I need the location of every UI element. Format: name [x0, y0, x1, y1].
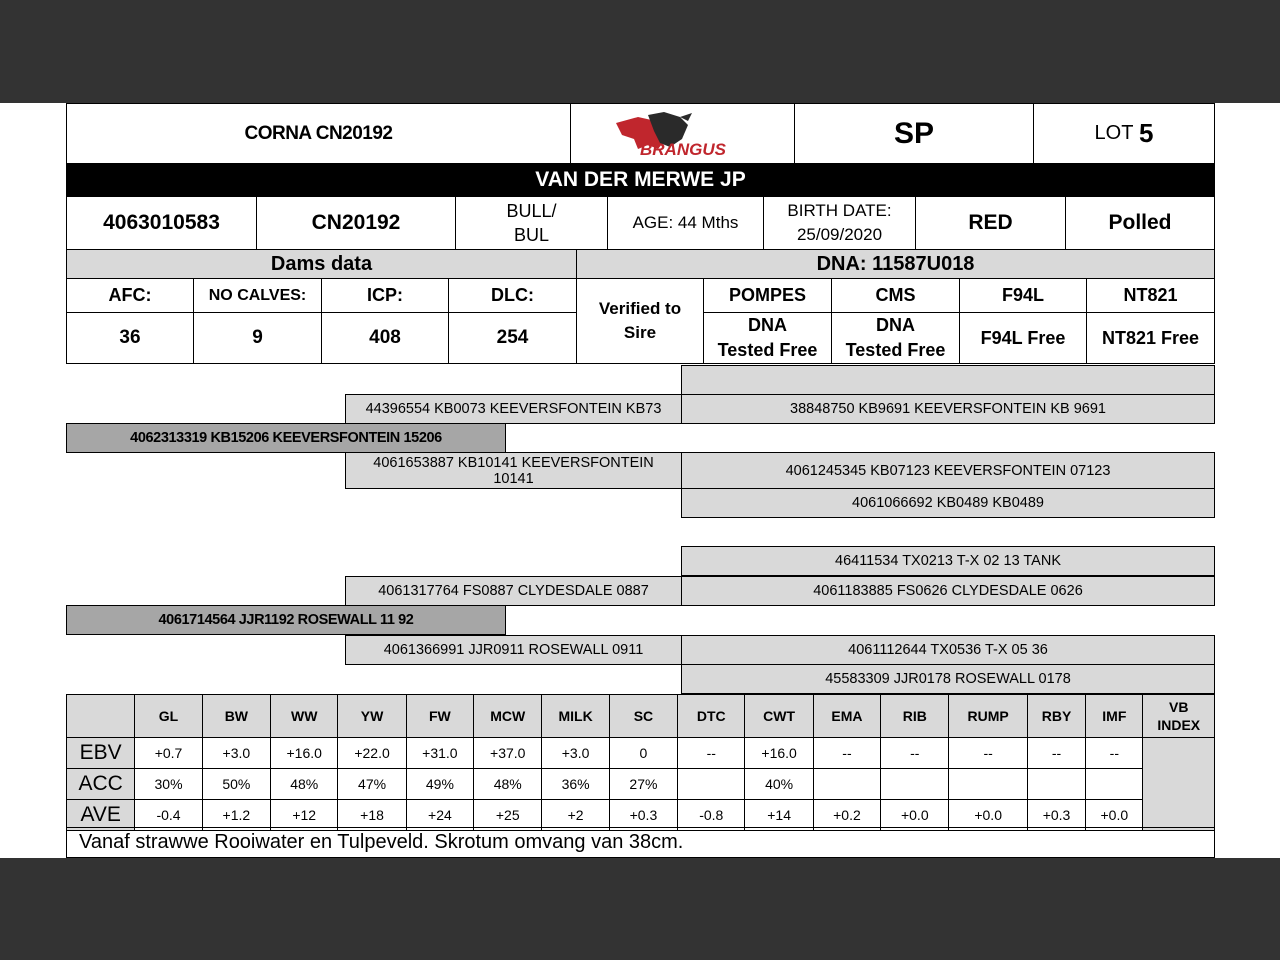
comment: Vanaf strawwe Rooiwater en Tulpeveld. Skrotum omvang van 38cm. [66, 827, 1215, 858]
corner-cell [67, 695, 135, 738]
col-gl: GL [135, 695, 202, 738]
lot-box [1033, 103, 1215, 164]
col-milk: MILK [542, 695, 609, 738]
acc-cell: 50% [202, 769, 270, 800]
ave-cell: +2 [542, 800, 609, 831]
birth-date-cell [763, 196, 916, 250]
pompes-result-line1: DNA [748, 315, 787, 335]
acc-cell: 27% [609, 769, 677, 800]
col-dtc: DTC [678, 695, 745, 738]
afc-header: AFC: [66, 278, 194, 313]
ebv-cell: +16.0 [271, 738, 338, 769]
ebv-cell: -- [813, 738, 880, 769]
ebv-cell: -- [678, 738, 745, 769]
ave-cell: +0.3 [609, 800, 677, 831]
sire-sire-sire [681, 365, 1215, 395]
dam-dam: 4061366991 JJR0911 ROSEWALL 0911 [345, 635, 682, 665]
col-ww: WW [271, 695, 338, 738]
ebv-row [67, 738, 1215, 769]
ebv-cell: +3.0 [542, 738, 609, 769]
acc-cell [1086, 769, 1143, 800]
ebv-cell: -- [949, 738, 1027, 769]
dam-sire-sire: 46411534 TX0213 T-X 02 13 TANK [681, 546, 1215, 576]
ebv-cell: +31.0 [406, 738, 473, 769]
no-calves-header: NO CALVES: [193, 278, 322, 313]
col-rib: RIB [881, 695, 949, 738]
ebv-cell: -- [1027, 738, 1085, 769]
cms-header: CMS [831, 278, 960, 313]
ebv-cell: 0 [609, 738, 677, 769]
ebv-cell: -- [881, 738, 949, 769]
pompes-result [703, 312, 832, 364]
ave-cell: -0.8 [678, 800, 745, 831]
col-imf: IMF [1086, 695, 1143, 738]
dam-dam-sire: 4061112644 TX0536 T-X 05 36 [681, 635, 1215, 665]
ave-cell: +0.2 [813, 800, 880, 831]
col-cwt: CWT [745, 695, 813, 738]
acc-cell: 40% [745, 769, 813, 800]
sp-label: SP [794, 103, 1034, 164]
col-rby: RBY [1027, 695, 1085, 738]
no-calves-value: 9 [193, 312, 322, 364]
acc-cell: 47% [338, 769, 406, 800]
sire-dam-dam: 4061066692 KB0489 KB0489 [681, 488, 1215, 518]
age: AGE: 44 Mths [607, 196, 764, 250]
birth-date: 25/09/2020 [796, 225, 883, 244]
breeder-name: VAN DER MERWE JP [66, 164, 1215, 196]
ebv-cell: +37.0 [474, 738, 542, 769]
ebv-header-row [67, 695, 1215, 738]
ave-cell: +14 [745, 800, 813, 831]
dam-sire: 4061317764 FS0887 CLYDESDALE 0887 [345, 576, 682, 606]
acc-cell [813, 769, 880, 800]
acc-cell: 30% [135, 769, 202, 800]
dna-title: DNA: 11587U018 [576, 249, 1215, 279]
col-ema: EMA [813, 695, 880, 738]
acc-cell: 48% [474, 769, 542, 800]
catalogue-page [0, 103, 1280, 858]
sire-dam-sire: 4061245345 KB07123 KEEVERSFONTEIN 07123 [681, 452, 1215, 489]
ave-cell: +18 [338, 800, 406, 831]
acc-row [67, 769, 1215, 800]
col-bw: BW [202, 695, 270, 738]
ave-cell: +24 [406, 800, 473, 831]
ave-cell: +25 [474, 800, 542, 831]
logo-text: BRANGUS [639, 139, 726, 159]
sex-cell [455, 196, 608, 250]
colour: RED [915, 196, 1066, 250]
dam-dam-dam: 45583309 JJR0178 ROSEWALL 0178 [681, 664, 1215, 694]
ebv-cell: +16.0 [745, 738, 813, 769]
ave-cell: +0.0 [881, 800, 949, 831]
ave-cell: +12 [271, 800, 338, 831]
acc-cell: 48% [271, 769, 338, 800]
ave-cell: +0.0 [1086, 800, 1143, 831]
cms-result-line2: Tested Free [845, 340, 946, 360]
ave-row [67, 800, 1215, 831]
cms-result [831, 312, 960, 364]
acc-cell [949, 769, 1027, 800]
lot-label: LOT [1094, 122, 1134, 144]
ave-cell: +0.3 [1027, 800, 1085, 831]
f94l-result: F94L Free [959, 312, 1087, 364]
row-label-ave: AVE [67, 800, 135, 831]
afc-value: 36 [66, 312, 194, 364]
dams-data-title: Dams data [66, 249, 577, 279]
icp-value: 408 [321, 312, 449, 364]
birth-date-label: BIRTH DATE: [787, 201, 892, 220]
verified-line1: Verified to [598, 299, 682, 318]
animal-id: CN20192 [256, 196, 456, 250]
col-rump: RUMP [949, 695, 1027, 738]
col-fw: FW [406, 695, 473, 738]
acc-cell: 49% [406, 769, 473, 800]
ave-cell: -0.4 [135, 800, 202, 831]
horn-status: Polled [1065, 196, 1215, 250]
row-label-acc: ACC [67, 769, 135, 800]
ave-cell: +1.2 [202, 800, 270, 831]
sire-sire-dam: 38848750 KB9691 KEEVERSFONTEIN KB 9691 [681, 394, 1215, 424]
pompes-header: POMPES [703, 278, 832, 313]
vb-line1: VB [1169, 699, 1189, 715]
dlc-header: DLC: [448, 278, 577, 313]
dam-sire-dam: 4061183885 FS0626 CLYDESDALE 0626 [681, 576, 1215, 606]
col-yw: YW [338, 695, 406, 738]
ebv-table [66, 694, 1215, 831]
col-vb-index [1143, 695, 1215, 738]
acc-cell: 36% [542, 769, 609, 800]
acc-cell [678, 769, 745, 800]
dam: 4061714564 JJR1192 ROSEWALL 11 92 [66, 605, 506, 635]
ebv-cell: -- [1086, 738, 1143, 769]
sire: 4062313319 KB15206 KEEVERSFONTEIN 15206 [66, 423, 506, 453]
ebv-cell: +22.0 [338, 738, 406, 769]
col-sc: SC [609, 695, 677, 738]
dlc-value: 254 [448, 312, 577, 364]
sex-af: BUL [513, 225, 549, 245]
vb-index-value [1143, 738, 1215, 831]
acc-cell [1027, 769, 1085, 800]
ebv-cell: +3.0 [202, 738, 270, 769]
row-label-ebv: EBV [67, 738, 135, 769]
sire-dam: 4061653887 KB10141 KEEVERSFONTEIN 10141 [345, 452, 682, 489]
col-mcw: MCW [474, 695, 542, 738]
brangus-logo [570, 103, 795, 164]
lot-number: 5 [1139, 118, 1154, 148]
animal-name: CORNA CN20192 [66, 103, 571, 164]
ebv-cell: +0.7 [135, 738, 202, 769]
vb-line2: INDEX [1157, 717, 1201, 733]
pompes-result-line2: Tested Free [717, 340, 818, 360]
sire-sire: 44396554 KB0073 KEEVERSFONTEIN KB73 [345, 394, 682, 424]
f94l-header: F94L [959, 278, 1087, 313]
nt821-header: NT821 [1086, 278, 1215, 313]
acc-cell [881, 769, 949, 800]
nt821-result: NT821 Free [1086, 312, 1215, 364]
ave-cell: +0.0 [949, 800, 1027, 831]
verified-line2: Sire [623, 323, 657, 342]
cms-result-line1: DNA [876, 315, 915, 335]
verified-to-sire [576, 278, 704, 364]
bull-head-icon [608, 109, 758, 159]
sex-en: BULL/ [506, 201, 557, 221]
icp-header: ICP: [321, 278, 449, 313]
registration-number: 4063010583 [66, 196, 257, 250]
